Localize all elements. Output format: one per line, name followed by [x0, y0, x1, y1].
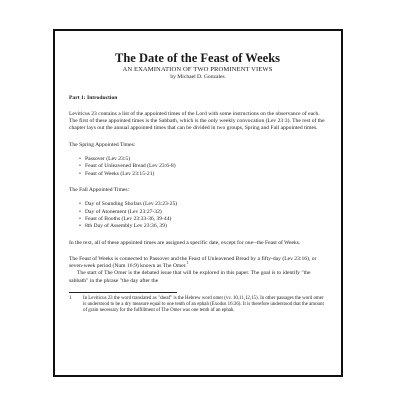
- list-item-text: Passover (Lev 23:5): [85, 155, 131, 162]
- footnote-text: In Leviticus 23 the word translated as "sheaf" is the Hebrew word omer (vv. 10,11,12,15). In other passages the word omer is understood to be a dry measure equal to one tenth of an ephah (Exodus 16:36). It is therefore understood that the amount of grain necessary for the fulfillment of The Omer was one tenth of an ephah.: [83, 295, 324, 314]
- list-item: [79, 223, 326, 230]
- weeks-paragraph: [69, 256, 326, 270]
- bullet-icon: •: [79, 216, 81, 223]
- list-item: [79, 163, 326, 170]
- list-item: [79, 209, 326, 216]
- list-item-text: Feast of Weeks (Lev 23:15-21): [85, 170, 155, 177]
- fall-list: [69, 201, 326, 231]
- bullet-icon: •: [79, 201, 81, 208]
- spring-label: The Spring Appointed Times:: [69, 141, 136, 148]
- bullet-icon: •: [79, 170, 81, 177]
- document-author: by Michael D. Gonzales: [170, 74, 225, 80]
- weeks-paragraph-text: The Feast of Weeks is connected to Passover and the Feast of Unleavened Bread by a fifty-day (Lev 23:16), or seven-week period (Num 16:9) known as The Omer.: [69, 256, 317, 270]
- intro-paragraph: Leviticus 23 contains a list of the appointed times of the Lord with some instructions on the observance of each. The first of these appointed times is the Sabbath, which is the only weekly convocation (Lev 23:3). The rest of the chapter lays out the annual appointed times that can be divided in two groups, Spring and Fall appointed times.: [69, 111, 325, 132]
- footnote-number: 1: [69, 295, 72, 301]
- footnote-divider: [69, 292, 177, 293]
- spring-list: [69, 156, 326, 178]
- list-item-text: 8th Day of Assembly Lev 23:36, 39): [85, 223, 167, 230]
- bullet-icon: •: [79, 208, 81, 215]
- document-title: The Date of the Feast of Weeks: [114, 51, 281, 65]
- list-item: [79, 171, 326, 178]
- bullet-icon: •: [79, 155, 81, 162]
- fall-label: The Fall Appointed Times:: [69, 187, 130, 194]
- list-item-text: Day of Atonement (Lev 23:27-32): [85, 208, 162, 215]
- list-item-text: Day of Sounding Shofars (Lev 23:23-25): [85, 201, 178, 208]
- list-item-text: Feast of Booths (Lev 23:33-36, 39-44): [85, 216, 172, 223]
- section-heading: Part 1: Introduction: [69, 95, 118, 101]
- bullet-icon: •: [79, 223, 81, 230]
- list-item: [79, 201, 326, 208]
- document-subtitle: AN EXAMINATION OF TWO PROMINENT VIEWS: [122, 66, 273, 73]
- dates-paragraph: In the text, all of these appointed times are assigned a specific date, except for one--the Feast of Weeks.: [69, 239, 301, 246]
- document-page: [53, 29, 343, 377]
- bullet-icon: •: [79, 163, 81, 170]
- footnote-ref[interactable]: 1: [186, 261, 189, 266]
- footnote: [69, 296, 326, 315]
- omer-paragraph: The start of The Omer is the debated issue that will be explored in this paper. The goal is to identify "the sabbath" in the phrase "the day after the: [69, 270, 311, 284]
- list-item-text: Feast of Unleavened Bread (Lev 23:6-8): [85, 163, 176, 170]
